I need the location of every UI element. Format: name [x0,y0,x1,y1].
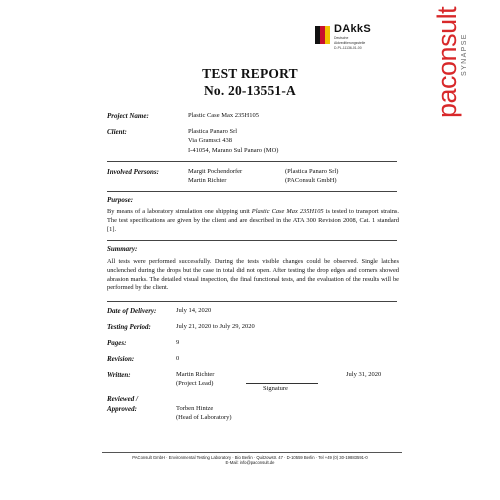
project-name-label: Project Name: [107,112,149,120]
testing-period-value: July 21, 2020 to July 29, 2020 [176,323,255,330]
involved-person-org: (PAConsult GmbH) [285,177,337,184]
written-date: July 31, 2020 [346,371,382,378]
client-line: Plastica Panaro Srl [188,128,238,135]
involved-persons-label: Involved Persons: [107,168,159,176]
purpose-text [107,208,399,234]
involved-person-org: (Plastica Panaro Srl) [285,168,339,175]
client-line: I-41054, Marano Sul Panaro (MO) [188,146,279,154]
reviewed-label: Reviewed / [107,395,138,403]
purpose-label: Purpose: [107,196,134,204]
dakks-name: DAkkS [334,23,371,35]
divider [107,161,397,162]
report-title: TEST REPORT [202,66,298,81]
pages-label: Pages: [107,339,127,347]
footer-address: PAConsult GmbH · Environmental Testing Laboratory · Bio Berlin · Quitzowstr. 47 · D-10559 Berlin · Tel +49 (0) 30-19883591-0 [132,455,368,460]
brand-sub: SYNAPSE [461,33,468,76]
dakks-line2: Akkreditierungsstelle [334,41,366,46]
revision-value: 0 [176,355,180,362]
purpose-text-start: By means of a laboratory simulation one shipping unit [107,208,252,215]
revision-label: Revision: [107,355,135,363]
delivery-date-value: July 14, 2020 [176,307,212,314]
involved-person-name: Margit Pochendorfer [188,168,243,175]
delivery-date-label: Date of Delivery: [107,307,157,315]
dakks-line3: D-PL-11136-01-00 [334,46,362,51]
divider [107,191,397,192]
dakks-line1: Deutsche [334,36,349,40]
project-name-value: Plastic Case Max 235H105 [188,112,259,119]
purpose-text-end: is tested to transport strains. The test specifications are given by the client and are described in the ATA 300 Revision 2008, Cat. 1 standard [1]. [107,208,399,233]
pages-value: 9 [176,339,180,346]
author-role: (Project Lead) [176,380,214,387]
client-address [188,127,278,155]
written-label: Written: [107,371,131,379]
footer-divider [102,452,402,453]
divider [107,240,397,241]
summary-label: Summary: [107,245,138,253]
dakks-logo [315,24,371,51]
summary-text: All tests were performed successfully. During the tests visible changes could be observed. Single latches unclenched during the drops but the case in total did not open. After testing the drop edges and corners showed abrasion marks. The detailed visual inspection, the final functional tests, and the evaluation of the results will be performed by the client. [107,258,399,292]
involved-person-name: Martin Richter [188,177,227,184]
testing-period-label: Testing Period: [107,323,151,331]
brand-name: paconsult [432,6,462,118]
signature-label: Signature [263,385,288,392]
approver-role: (Head of Laboratory) [176,414,232,421]
purpose-product-name: Plastic Case Max 235H105 [251,208,324,215]
report-number: No. 20-13551-A [203,83,297,98]
client-line: Via Gramsci 438 [188,137,233,145]
approver-name: Torben Hintze [176,405,214,412]
footer-email: E-Mail: info@paconsult.de [225,460,275,465]
client-label: Client: [107,128,127,136]
divider [107,301,397,302]
author-name: Martin Richter [176,371,215,378]
dakks-flag-icon [315,26,331,44]
approved-label: Approved: [107,405,137,413]
